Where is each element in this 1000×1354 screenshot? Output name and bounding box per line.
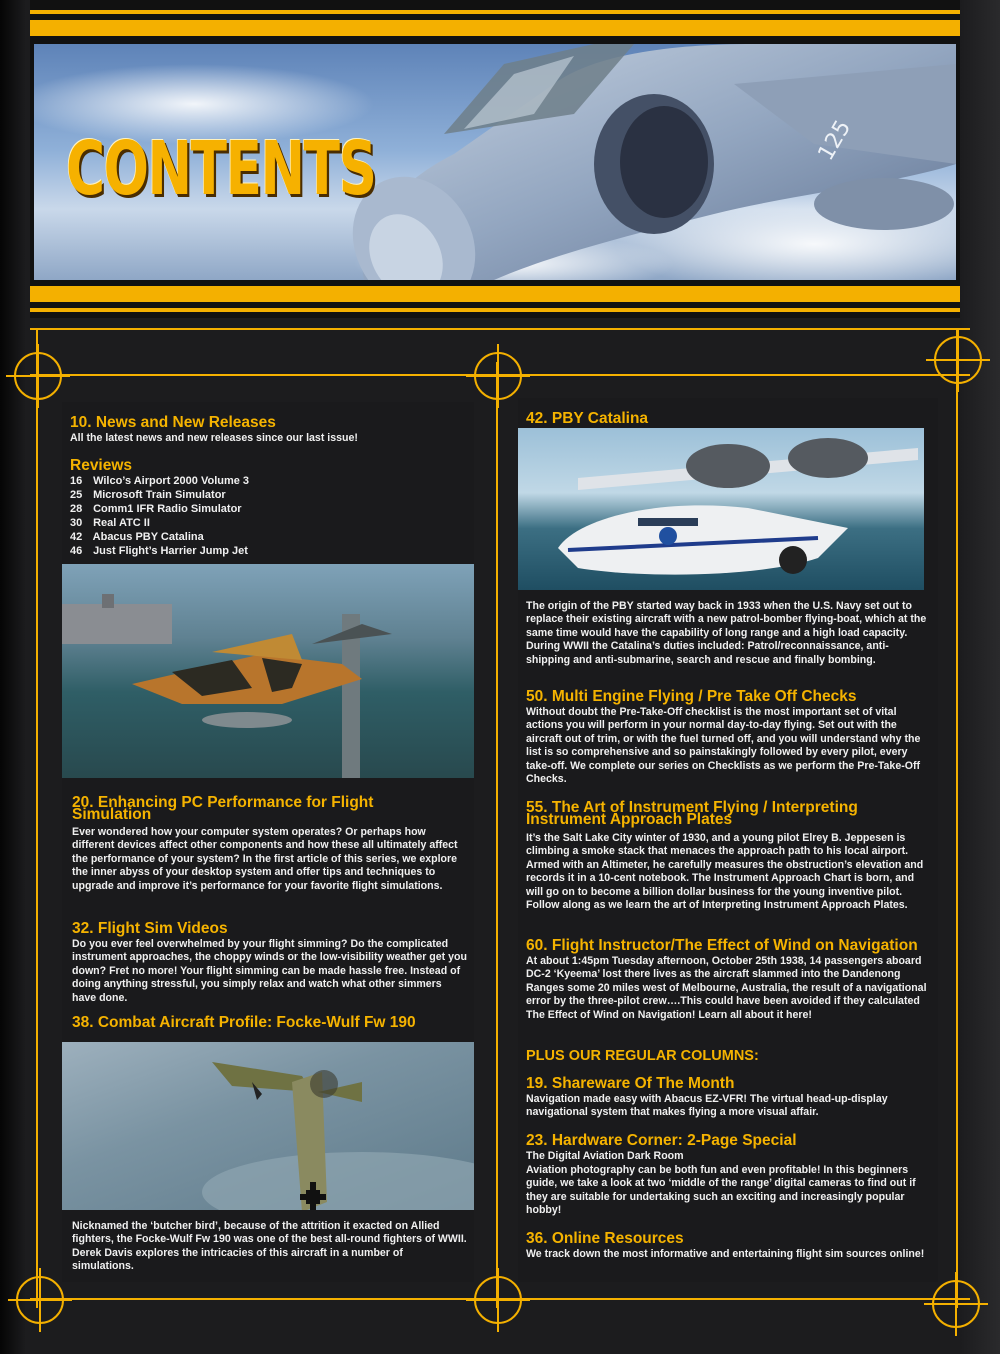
registration-mark (934, 336, 982, 384)
catalina-heading: 42. PBY Catalina (526, 410, 649, 427)
frame-line (36, 328, 38, 1308)
multi-engine-heading: 50. Multi Engine Flying / Pre Take Off Checks (526, 688, 857, 705)
reviews-list (70, 474, 249, 558)
catalina-image (518, 428, 924, 590)
header-stripe (30, 308, 960, 312)
shareware-heading: 19. Shareware Of The Month (526, 1075, 735, 1092)
registration-mark (16, 1276, 64, 1324)
hardware-text: Aviation photography can be both fun and even profitable! In this beginners guide, we take a look at two ‘middle of the range’ digital cameras to find out if they are suitable for undertaking such an exciting and increasingly popular hobby! (526, 1164, 916, 1217)
instrument-heading: 55. The Art of Instrument Flying / Interpreting Instrument Approach Plates (526, 799, 858, 828)
hardware-heading: 23. Hardware Corner: 2-Page Special (526, 1132, 797, 1149)
frame-line (496, 362, 498, 1308)
online-heading: 36. Online Resources (526, 1230, 684, 1247)
catalina-text: The origin of the PBY started way back in 1933 when the U.S. Navy set out to replace their existing aircraft with a new patrol-bomber flying-boat, which at the same time would have the capability of long range and a high load capacity. During WWII the Catalina’s duties included: Patrol/reconnaissance, anti-shipping and anti-submarine, search and rescue and finally bombing. (526, 600, 927, 666)
regular-columns-heading: PLUS OUR REGULAR COLUMNS: (526, 1048, 759, 1064)
registration-mark (932, 1280, 980, 1328)
svg-text:125: 125 (813, 116, 857, 165)
frame-line (956, 328, 958, 1308)
hardware-subtitle: The Digital Aviation Dark Room (526, 1150, 684, 1162)
review-item: 16 Wilco’s Airport 2000 Volume 3 (70, 475, 250, 487)
header-banner (30, 0, 960, 318)
header-stripe (30, 10, 960, 14)
registration-mark (474, 352, 522, 400)
review-item: 30 Real ATC II (70, 517, 150, 529)
videos-heading: 32. Flight Sim Videos (72, 920, 228, 937)
frame-line (30, 328, 970, 330)
mirage-jet-image (62, 564, 474, 778)
wind-heading: 60. Flight Instructor/The Effect of Wind on Navigation (526, 937, 918, 954)
news-text: All the latest news and new releases since our last issue! (70, 432, 358, 444)
registration-mark (14, 352, 62, 400)
videos-text: Do you ever feel overwhelmed by your flight simming? Do the complicated instrument approaches, the choppy winds or the low-visibility weather get you down? Fret no more! Your flight simming can be made hassle free. Instead of doing anything stressful, you simply relax and watch what other simmers have done. (72, 938, 467, 1004)
combat-heading: 38. Combat Aircraft Profile: Focke-Wulf Fw 190 (72, 1014, 416, 1031)
review-item: 46 Just Flight’s Harrier Jump Jet (70, 545, 248, 557)
header-stripe (30, 20, 960, 36)
online-text: We track down the most informative and entertaining flight sim sources online! (526, 1248, 925, 1260)
wind-text: At about 1:45pm Tuesday afternoon, October 25th 1938, 14 passengers aboard DC-2 ‘Kyeema’ lost there lives as the aircraft slammed into the Dandenong Ranges some 20 miles west of Melbourne, Australia, the result of a navigational error by the three-pilot crew….This could have been avoided if they calculated The Effect of Wind on Navigation! Learn all about it here! (526, 955, 927, 1021)
header-stripe (30, 286, 960, 302)
right-column (518, 398, 938, 1282)
focke-wulf-image (62, 1042, 474, 1210)
multi-engine-text: Without doubt the Pre-Take-Off checklist is the most important set of vital actions you will perform in your normal day-to-day flying. Set out with the aircraft out of trim, or with the fuel turned off, and you will understand why the list is so comprehensive and so painstakingly followed by every pilot, every take-off. We complete our series on Checklists as we perform the Pre-Take-Off Checks. (526, 706, 921, 786)
news-heading: 10. News and New Releases (70, 414, 276, 431)
combat-text: Nicknamed the ‘butcher bird’, because of the attrition it exacted on Allied fighters, the Focke-Wulf Fw 190 was one of the best all-round fighters of WWII. Derek Davis explores the intricacies of this aircraft in a number of simulations. (72, 1220, 467, 1273)
page-edge-right (960, 0, 1000, 1354)
shareware-text: Navigation made easy with Abacus EZ-VFR! The virtual head-up-display navigational system that makes flying a more visual affair. (526, 1093, 888, 1119)
instrument-text: It’s the Salt Lake City winter of 1930, and a young pilot Elrey B. Jeppesen is climbing a smoke stack that menaces the approach path to his local airport. Armed with an Altimeter, he carefully measures the obstruction’s elevation and records it in a 10-cent notebook. The Instrument Approach Chart is born, and will go on to become a billion dollar business for the young inventive pilot. Follow along as we learn the art of Interpreting Instrument Approach Plates. (526, 832, 924, 912)
review-item: 25 Microsoft Train Simulator (70, 489, 226, 501)
reviews-heading: Reviews (70, 457, 133, 474)
pc-performance-heading: 20. Enhancing PC Performance for Flight Simulation (72, 794, 374, 823)
pc-performance-text: Ever wondered how your computer system operates? Or perhaps how different devices affect other components and how these all ultimately affect the performance of your system? In the first article of this series, we explore the inner abyss of your desktop system and offer tips and techniques to upgrade and improve it’s performance for your favorite flight simulations. (72, 826, 458, 892)
page-title: CONTENTS (66, 126, 376, 212)
review-item: 28 Comm1 IFR Radio Simulator (70, 503, 242, 515)
page-edge-shadow (0, 0, 26, 1354)
registration-mark (474, 1276, 522, 1324)
review-item: 42 Abacus PBY Catalina (70, 531, 204, 543)
left-column (62, 402, 474, 1282)
